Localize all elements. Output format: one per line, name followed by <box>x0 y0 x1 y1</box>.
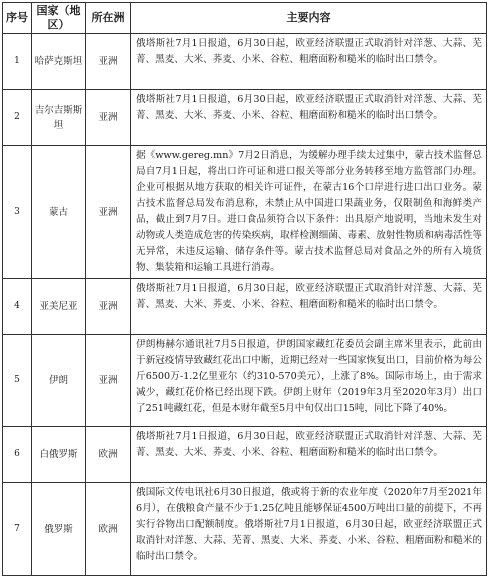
header-region: 所在洲 <box>86 3 131 34</box>
row-country: 蒙古 <box>32 146 86 279</box>
table-row <box>3 427 487 483</box>
table-row <box>3 90 487 146</box>
row-content: 俄塔斯社7月1日报道，6月30日起，欧亚经济联盟正式取消针对洋葱、大蒜、芜菁、黑麦、大米、荞麦、小米、谷粒、粗磨面粉和糙米的临时出口禁令。 <box>131 427 487 483</box>
row-number: 6 <box>3 427 32 483</box>
row-country: 白俄罗斯 <box>32 427 86 483</box>
row-content: 伊朗梅赫尔通讯社7月5日报道，伊朗国家藏红花委员会副主席米里表示，此前由于新冠疫情导致藏红花出口中断，近期已经对一些国家恢复出口，目前价格为每公斤6500万-1.2亿里亚尔（约310-570美元），上涨了8%。国际市场上，由于需求减少，藏红花价格已经出现下跌。伊朗上财年（2019年3月至2020年3月）出口了251吨藏红花，但是本财年截至5月中旬仅出口15吨，同比下降了40%。 <box>131 335 487 427</box>
row-region: 亚洲 <box>86 335 131 427</box>
row-content: 俄塔斯社7月1日报道，6月30日起，欧亚经济联盟正式取消针对洋葱、大蒜、芜菁、黑麦、大米、荞麦、小米、谷粒、粗磨面粉和糙米的临时出口禁令。 <box>131 279 487 335</box>
row-number: 2 <box>3 90 32 146</box>
table-row <box>3 483 487 576</box>
table-row <box>3 279 487 335</box>
row-content: 据《www.gereg.mn》7月2日消息，为缓解办理手续太过集中，蒙古技术监督总局自7月1日起，将出口许可证和进口报关等部分业务转移至地方监管部门办理。企业可根据从地方获取的相关许可证件，在蒙古16个口岸进行进口出口业务。蒙古技术监督总局发布消息称，未禁止从中国进口果蔬业务，仅限制鱼和海鲜类产品，截止到7月7日。进口食品须符合以下条件：出具原产地说明，当地未发生对动物或人类造成危害的传染疾病，取样检测细菌、毒素、放射性物质和病毒活性等无异常，未违反运输、储存条件等。蒙古技术监督总局对食品之外的所有入境货物、集装箱和运输工具进行消毒。 <box>131 146 487 279</box>
table-row <box>3 34 487 90</box>
row-country: 俄罗斯 <box>32 483 86 576</box>
header-content: 主要内容 <box>131 3 487 34</box>
row-number: 7 <box>3 483 32 576</box>
header-no: 序号 <box>3 3 32 34</box>
row-number: 3 <box>3 146 32 279</box>
table-row <box>3 335 487 427</box>
trade-measures-table <box>2 2 487 576</box>
row-region: 亚洲 <box>86 90 131 146</box>
row-region: 亚洲 <box>86 34 131 90</box>
row-country: 伊朗 <box>32 335 86 427</box>
row-region: 欧洲 <box>86 483 131 576</box>
row-region: 欧洲 <box>86 427 131 483</box>
row-number: 4 <box>3 279 32 335</box>
row-region: 亚洲 <box>86 279 131 335</box>
row-number: 1 <box>3 34 32 90</box>
row-content: 俄塔斯社7月1日报道，6月30日起，欧亚经济联盟正式取消针对洋葱、大蒜、芜菁、黑麦、大米、荞麦、小米、谷粒、粗磨面粉和糙米的临时出口禁令。 <box>131 34 487 90</box>
row-number: 5 <box>3 335 32 427</box>
row-country: 哈萨克斯坦 <box>32 34 86 90</box>
row-country: 吉尔吉斯斯坦 <box>32 90 86 146</box>
header-country: 国家（地区） <box>32 3 86 34</box>
row-country: 亚美尼亚 <box>32 279 86 335</box>
row-content: 俄国际文传电讯社6月30日报道，俄或将于新的农业年度（2020年7月至2021年6月），在俄粮食产量不少于1.25亿吨且能够保证4500万吨出口量的前提下，不再实行谷物出口配额制度。俄塔斯社7月1日报道，6月30日起，欧亚经济联盟正式取消针对洋葱、大蒜、芜菁、黑麦、大米、荞麦、小米、谷粒、粗磨面粉和糙米的临时出口禁令。 <box>131 483 487 576</box>
table-header-row <box>3 3 487 34</box>
table-row <box>3 146 487 279</box>
row-content: 俄塔斯社7月1日报道，6月30日起，欧亚经济联盟正式取消针对洋葱、大蒜、芜菁、黑麦、大米、荞麦、小米、谷粒、粗磨面粉和糙米的临时出口禁令。 <box>131 90 487 146</box>
row-region: 亚洲 <box>86 146 131 279</box>
